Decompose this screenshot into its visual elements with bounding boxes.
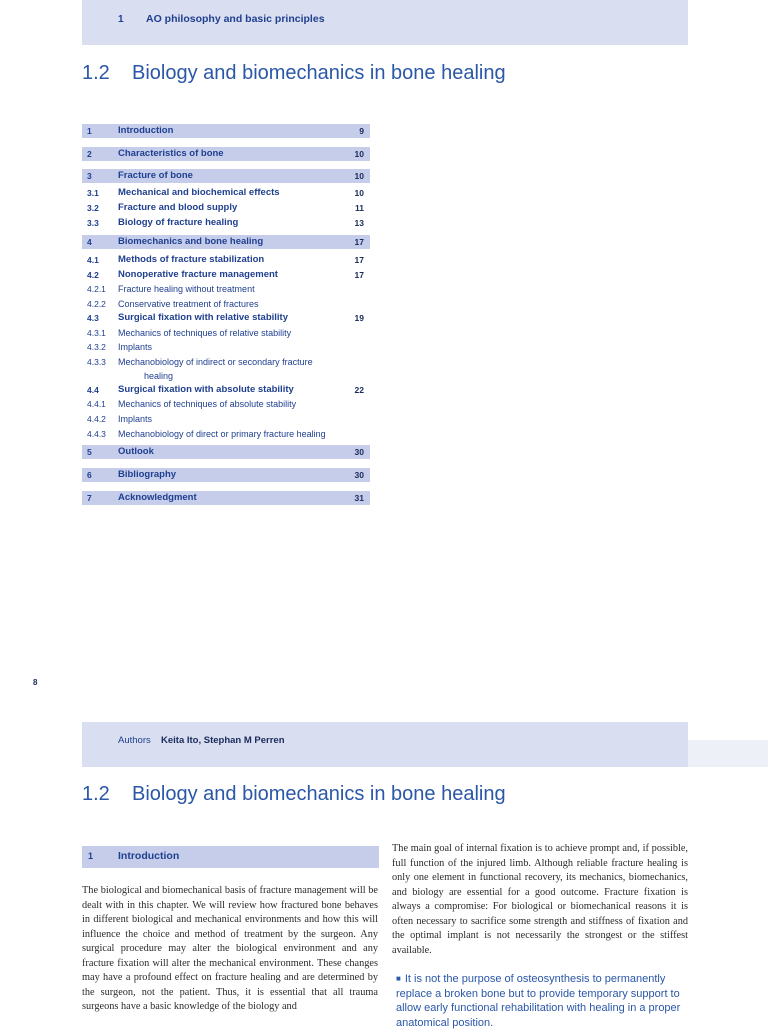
toc-entry-title-continued: healing	[144, 371, 174, 381]
toc-entry[interactable]	[82, 147, 370, 161]
toc-entry[interactable]	[82, 124, 370, 138]
toc-entry-title: Mechanobiology of direct or primary fracture healing	[118, 429, 326, 439]
toc-entry-number: 4.2.1	[87, 284, 106, 294]
toc-entry-title: Bibliography	[118, 469, 177, 480]
section-number: 1.2	[82, 783, 110, 805]
toc-entry-title: Outlook	[118, 446, 154, 457]
toc-entry-number: 4.4.3	[87, 429, 106, 439]
toc-entry-title: Acknowledgment	[118, 492, 197, 503]
toc-entry-page: 30	[354, 470, 364, 480]
toc-entry[interactable]	[82, 383, 370, 397]
toc-entry-title: Conservative treatment of fractures	[118, 299, 259, 309]
toc-entry-title: Mechanobiology of indirect or secondary fracture	[118, 357, 313, 367]
toc-entry-page: 10	[354, 149, 364, 159]
toc-entry-number: 7	[87, 493, 92, 503]
toc-entry-page: 17	[354, 255, 364, 265]
toc-entry[interactable]	[82, 491, 370, 505]
toc-entry-title: Biology of fracture healing	[118, 217, 239, 228]
toc-entry-title: Fracture and blood supply	[118, 202, 238, 213]
toc-entry-page: 9	[359, 126, 364, 136]
toc-entry-number: 4.2.2	[87, 299, 106, 309]
toc-entry-number: 4.3.2	[87, 342, 106, 352]
toc-entry[interactable]	[82, 326, 370, 340]
authors-names: Keita Ito, Stephan M Perren	[161, 735, 285, 746]
toc-entry-page: 22	[354, 385, 364, 395]
square-bullet-icon: ■	[396, 974, 401, 983]
toc-entry-title: Surgical fixation with relative stability	[118, 312, 288, 323]
toc-entry-number: 3.3	[87, 218, 99, 228]
section-heading-repeat	[82, 783, 506, 806]
toc-entry-title: Mechanical and biochemical effects	[118, 187, 280, 198]
toc-entry-title: Nonoperative fracture management	[118, 269, 278, 280]
toc-entry[interactable]	[82, 427, 370, 441]
chapter-title: AO philosophy and basic principles	[146, 13, 325, 25]
toc-entry-title: Fracture of bone	[118, 170, 193, 181]
section-title: Biology and biomechanics in bone healing	[132, 783, 506, 805]
chapter-number: 1	[118, 14, 124, 25]
introduction-number: 1	[88, 851, 94, 861]
toc-entry-number: 4.1	[87, 255, 99, 265]
toc-entry-title: Mechanics of techniques of relative stability	[118, 328, 292, 338]
toc-entry[interactable]	[82, 268, 370, 282]
page-number: 8	[33, 678, 38, 687]
toc-entry-title: Fracture healing without treatment	[118, 284, 255, 294]
toc-entry-number: 3.1	[87, 188, 99, 198]
toc-entry-number: 3.2	[87, 203, 99, 213]
toc-entry-number: 1	[87, 126, 92, 136]
key-point-text: It is not the purpose of osteosynthesis to permanently replace a broken bone but to provide temporary support to allow early functional rehabilitation with healing in a proper anatomical position.	[396, 973, 681, 1029]
toc-entry[interactable]	[82, 355, 370, 383]
section-number: 1.2	[82, 62, 110, 84]
toc-entry-number: 6	[87, 470, 92, 480]
toc-entry-number: 4.3	[87, 313, 99, 323]
toc-entry-page: 10	[354, 171, 364, 181]
toc-entry-number: 5	[87, 447, 92, 457]
introduction-heading: Introduction	[118, 850, 180, 862]
toc-entry[interactable]	[82, 282, 370, 296]
toc-entry[interactable]	[82, 216, 370, 230]
toc-entry[interactable]	[82, 412, 370, 426]
toc-entry[interactable]	[82, 297, 370, 311]
toc-entry-title: Implants	[118, 342, 153, 352]
toc-entry-number: 4	[87, 237, 92, 247]
toc-entry[interactable]	[82, 397, 370, 411]
section-heading	[82, 62, 506, 85]
introduction-heading-bar	[82, 846, 379, 868]
toc-entry[interactable]	[82, 340, 370, 354]
toc-entry-title: Implants	[118, 414, 153, 424]
toc-entry-page: 10	[354, 188, 364, 198]
toc-entry-page: 11	[355, 203, 364, 213]
toc-entry-number: 4.4.2	[87, 414, 106, 424]
authors-label: Authors	[118, 735, 151, 746]
toc-entry-title: Biomechanics and bone healing	[118, 236, 264, 247]
toc-entry-title: Mechanics of techniques of absolute stability	[118, 399, 297, 409]
toc-entry-page: 31	[354, 493, 364, 503]
toc-entry-number: 2	[87, 149, 92, 159]
toc-entry-number: 4.4.1	[87, 399, 106, 409]
toc-entry-number: 4.2	[87, 270, 99, 280]
toc-entry-number: 3	[87, 171, 92, 181]
toc-entry[interactable]	[82, 186, 370, 200]
toc-entry-page: 17	[354, 237, 364, 247]
key-point-callout	[396, 972, 692, 1030]
toc-entry-page: 19	[354, 313, 364, 323]
toc-entry[interactable]	[82, 445, 370, 459]
introduction-paragraph-right: The main goal of internal fixation is to achieve prompt and, if possible, full function of the injured limb. Although reliable fracture healing is only one element in functional recovery, its mechanics, biomechanics, and biology are essential for a good outcome. Fracture fixation is always a compromise: For biological or biomechanical reasons it is often necessary to sacrifice some strength and stiffness of fixation and the optimal implant is not necessarily the strongest or the stiffest available.	[392, 843, 688, 956]
toc-entry-title: Methods of fracture stabilization	[118, 254, 265, 265]
toc-entry[interactable]	[82, 311, 370, 325]
authors-band-extension	[688, 740, 768, 767]
introduction-paragraph-left: The biological and biomechanical basis of fracture management will be dealt with in this chapter. We will review how fractured bone behaves in different biological and mechanical environments and how this will influence the choice and method of treatment by the surgeon. Any surgical procedure may alter the biological environment and any fracture fixation will alter the mechanical environment. These changes may have a profound effect on fracture healing and are determined by the surgeon, not the patient. Thus, it is essential that all trauma surgeons have a basic knowledge of the biology and	[82, 885, 378, 1012]
toc-entry-page: 17	[354, 270, 364, 280]
toc-entry-title: Characteristics of bone	[118, 148, 224, 159]
toc-entry-page: 30	[354, 447, 364, 457]
toc-entry-title: Introduction	[118, 125, 174, 136]
toc-entry-number: 4.3.1	[87, 328, 106, 338]
section-title: Biology and biomechanics in bone healing	[132, 62, 506, 84]
toc-entry-title: Surgical fixation with absolute stability	[118, 384, 294, 395]
toc-entry[interactable]	[82, 201, 370, 215]
toc-entry[interactable]	[82, 468, 370, 482]
toc-entry-number: 4.4	[87, 385, 99, 395]
toc-entry[interactable]	[82, 169, 370, 183]
toc-entry[interactable]	[82, 235, 370, 249]
toc-entry-number: 4.3.3	[87, 357, 106, 367]
toc-entry-page: 13	[354, 218, 364, 228]
toc-entry[interactable]	[82, 253, 370, 267]
